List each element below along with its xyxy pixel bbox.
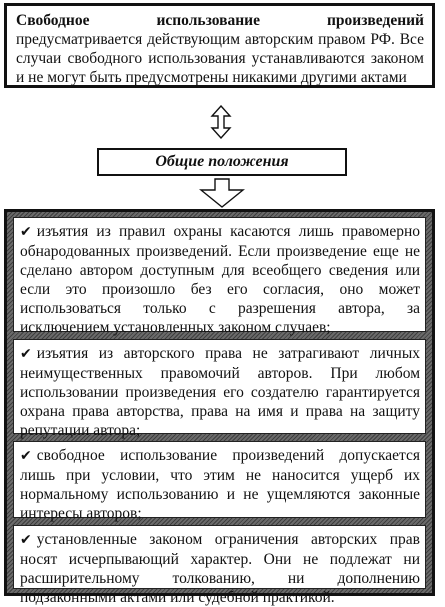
list-item — [13, 217, 426, 336]
item-text: свободное использование произведений допускается лишь при условии, что этим не наносится ущерб их нормальному использованию и не ущемляются законные интересы авторов; — [20, 447, 420, 522]
item-text: изъятия из авторского права не затрагивают личных неимущественных правомочий авторов. При любом использовании произведения его создателю гарантируется охрана права авторства, права на имя и права на защиту репутации автора; — [20, 345, 420, 439]
checkmark-icon: ✔ — [20, 224, 32, 240]
list-item — [13, 441, 426, 522]
item-text: установленные законом ограничения авторских прав носят исчерпывающий характер. Они не подлежат ни расширительному толкованию, ни дополнению подзаконными актами или судебной практикой. — [20, 531, 420, 606]
principles-panel — [4, 209, 435, 606]
checkmark-icon: ✔ — [20, 532, 32, 548]
double-arrow-icon — [210, 105, 232, 139]
checkmark-icon: ✔ — [20, 448, 32, 464]
intro-text: предусматривается действующим авторским правом РФ. Все случаи свободного использования устанавливаются законом и не могут быть предусмотрены никакими другими актами — [16, 31, 424, 86]
item-text: изъятия из правил охраны касаются лишь правомерно обнародованных произведений. Если произведение еще не сделано автором доступным для всеобщего сведения или если это произошло без его согласия, оно может использоваться только с разрешения автора, за исключением установленных законом случаев; — [20, 223, 420, 336]
list-item — [13, 525, 426, 606]
down-arrow-icon — [199, 178, 245, 208]
intro-box — [4, 3, 435, 88]
heading-label: Общие положения — [155, 153, 289, 170]
checkmark-icon: ✔ — [20, 346, 32, 362]
heading-box — [97, 148, 347, 176]
intro-bold-term: Свободное использование произведений — [16, 12, 424, 29]
list-item — [13, 339, 426, 439]
